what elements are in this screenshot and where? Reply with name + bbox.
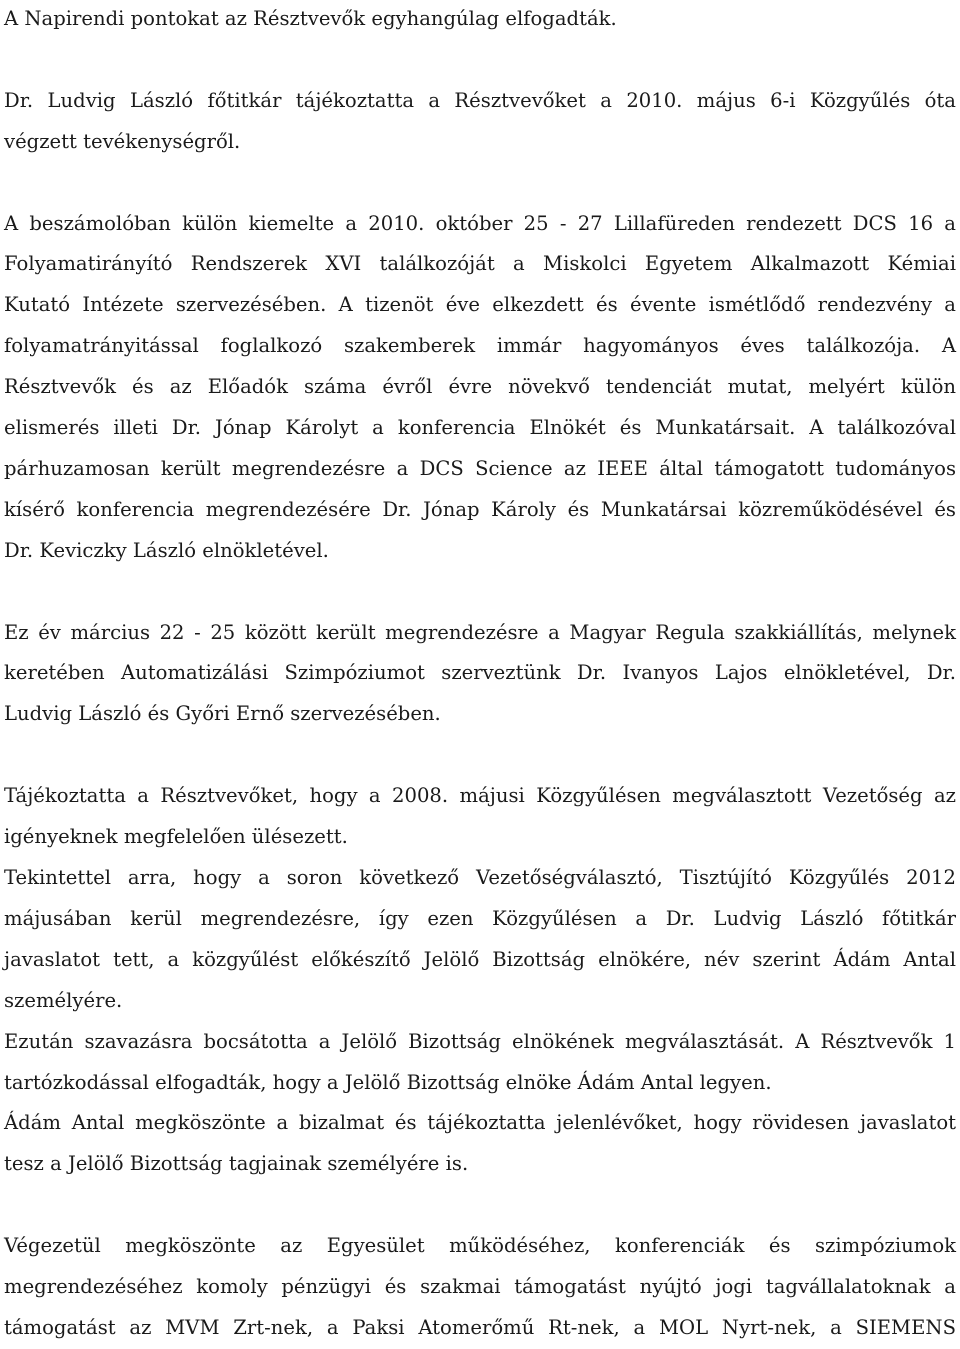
paragraph-gap <box>4 1185 956 1226</box>
text-line: A beszámolóban külön kiemelte a 2010. október 25 - 27 Lillafüreden rendezett DCS 16 a <box>4 211 956 235</box>
text-line: személyére. <box>4 988 123 1012</box>
text-line: végzett tevékenységről. <box>4 129 241 153</box>
text-line: Ezután szavazásra bocsátotta a Jelölő Bizottság elnökének megválasztását. A Résztvevők 1 <box>4 1029 956 1053</box>
paragraph-election-proposal <box>4 858 956 1022</box>
text-line: folyamatrányitással foglalkozó szakemberek immár hagyományos éves találkozója. A <box>4 334 956 358</box>
paragraph-agenda-accepted <box>4 0 956 40</box>
text-line: Kutató Intézete szervezésében. A tizenöt éve elkezdett és évente ismétlődő rendezvény a <box>4 293 956 317</box>
text-line: igényeknek megfelelően ülésezett. <box>4 825 348 849</box>
text-line: keretében Automatizálási Szimpóziumot szerveztünk Dr. Ivanyos Lajos elnökletével, Dr. <box>4 661 956 685</box>
text-line: elismerés illeti Dr. Jónap Károlyt a konferencia Elnökét és Munkatársait. A találkozóval <box>4 416 956 440</box>
text-line: Ez év március 22 - 25 között került megrendezésre a Magyar Regula szakkiállítás, melynek <box>4 620 956 644</box>
paragraph-gap <box>4 735 956 776</box>
text-line: Dr. Ludvig László főtitkár tájékoztatta a Résztvevőket a 2010. május 6-i Közgyűlés óta <box>4 88 956 112</box>
text-line: Ádám Antal megköszönte a bizalmat és tájékoztatta jelenlévőket, hogy rövidesen javaslatot <box>4 1111 956 1135</box>
text-line: párhuzamosan került megrendezésre a DCS Science az IEEE által támogatott tudományos <box>4 456 956 480</box>
text-line: Tekintettel arra, hogy a soron következő Vezetőségválasztó, Tisztújító Közgyűlés 2012 <box>4 865 956 889</box>
text-line: Végezetül megköszönte az Egyesület működéséhez, konferenciák és szimpóziumok <box>4 1234 956 1258</box>
text-line: Folyamatirányító Rendszerek XVI találkozóját a Miskolci Egyetem Alkalmazott Kémiai <box>4 252 956 276</box>
text-line: javaslatot tett, a közgyűlést előkészítő Jelölő Bizottság elnökére, név szerint Ádám Antal <box>4 947 956 971</box>
text-line: májusában kerül megrendezésre, így ezen Közgyűlésen a Dr. Ludvig László főtitkár <box>4 906 956 930</box>
paragraph-leadership-meetings <box>4 776 956 858</box>
text-line: tesz a Jelölő Bizottság tagjainak személyére is. <box>4 1152 469 1176</box>
text-line: Résztvevők és az Előadók száma évről évre növekvő tendenciát mutat, melyért külön <box>4 375 956 399</box>
paragraph-dcs-meeting <box>4 204 956 572</box>
text-line: tartózkodással elfogadták, hogy a Jelölő Bizottság elnöke Ádám Antal legyen. <box>4 1070 772 1094</box>
text-line: Dr. Keviczky László elnökletével. <box>4 538 329 562</box>
paragraph-regula-exhibition <box>4 613 956 736</box>
document-page <box>4 0 956 1349</box>
paragraph-closing-thanks <box>4 1226 956 1349</box>
text-line: A Napirendi pontokat az Résztvevők egyhangúlag elfogadták. <box>4 7 617 30</box>
paragraph-secretary-report <box>4 81 956 163</box>
text-line: kísérő konferencia megrendezésére Dr. Jónap Károly és Munkatársai közreműködésével és <box>4 497 956 521</box>
text-line: támogatást az MVM Zrt-nek, a Paksi Atomerőmű Rt-nek, a MOL Nyrt-nek, a SIEMENS <box>4 1315 956 1339</box>
paragraph-thanks-adam-antal <box>4 1103 956 1185</box>
paragraph-gap <box>4 572 956 613</box>
paragraph-gap <box>4 40 956 81</box>
text-line: Tájékoztatta a Résztvevőket, hogy a 2008. májusi Közgyűlésen megválasztott Vezetőség az <box>4 784 956 808</box>
paragraph-gap <box>4 163 956 204</box>
text-line: megrendezéséhez komoly pénzügyi és szakmai támogatást nyújtó jogi tagvállalatoknak a <box>4 1275 956 1299</box>
paragraph-vote <box>4 1022 956 1104</box>
text-line: Ludvig László és Győri Ernő szervezésében. <box>4 702 441 726</box>
